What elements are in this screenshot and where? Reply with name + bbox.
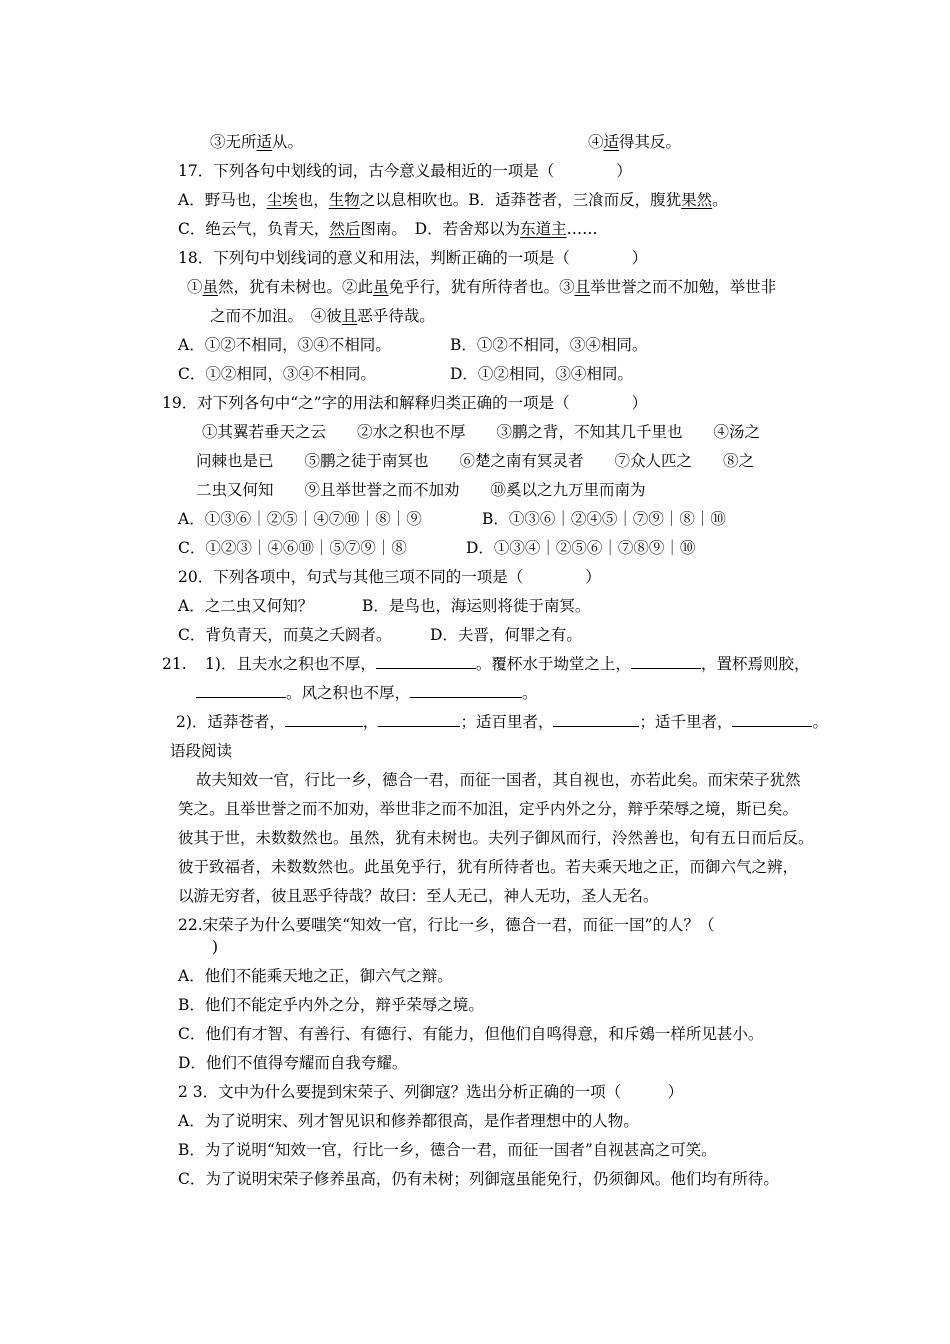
q21-number: 21. — [162, 655, 187, 673]
q16-opt4-underlined: 适 — [603, 133, 620, 151]
q21-prompt-2: 。覆杯水于坳堂之上， — [475, 655, 631, 673]
q21-prompt-1: 1)．且夫水之积也不厚， — [205, 655, 376, 673]
q21-line-1 — [205, 654, 809, 674]
q17-a-text-mid: 也， — [297, 191, 329, 209]
q21-line3-end: 。 — [812, 713, 828, 731]
q16-opt4-text-end: 得其反。 — [619, 133, 682, 151]
q17-d-underlined: 东道主 — [520, 220, 567, 238]
reading-paragraph-line-5: 以游无穷者，彼且恶乎待哉？故曰：至人无己，神人无功，圣人无名。 — [178, 887, 659, 905]
q21-prompt-5: 2)．适莽苍者， — [176, 713, 285, 731]
q23-option-b: B．为了说明“知效一官，行比一乡，德合一君，而征一国者”自视甚高之可笑。 — [178, 1141, 717, 1159]
q21-prompt-4: 。风之积也不厚， — [286, 684, 411, 702]
q19-option-a: A．①③⑥｜②⑤｜④⑦⑩｜⑧｜⑨ — [178, 510, 422, 528]
q21-line-3 — [176, 712, 828, 732]
q22-option-a: A．他们不能乘天地之正，御六气之辩。 — [178, 967, 453, 985]
q22-option-c: C．他们有才智、有善行、有德行、有能力，但他们自鸣得意，和斥鴳一样所见甚小。 — [178, 1025, 764, 1043]
q17-a-underlined-1: 尘埃 — [266, 191, 298, 209]
q20-stem: 20．下列各项中，句式与其他三项不同的一项是（ ） — [178, 568, 601, 586]
q17-d-end: …… — [566, 220, 598, 238]
q17-b-underlined: 果然 — [681, 191, 713, 209]
q23-stem: 2 3．文中为什么要提到宋荣子、列御寇？选出分析正确的一项（ ） — [178, 1083, 684, 1101]
q23-option-a: A．为了说明宋、列才智见识和修养都很高，是作者理想中的人物。 — [178, 1112, 639, 1130]
q19-stem: 19．对下列各句中“之”字的用法和解释归类正确的一项是（ ） — [162, 394, 648, 412]
q17-b-text: 之以息相吹也。B．适莽苍者，三飡而反，腹犹 — [359, 191, 682, 209]
q19-line-1: ①其翼若垂天之云 ②水之积也不厚 ③鹏之背，不知其几千里也 ④汤之 — [202, 423, 761, 441]
q21-prompt-6: ；适百里者， — [460, 713, 554, 731]
q16-option-3 — [210, 132, 303, 152]
q21-blank-4[interactable] — [410, 683, 522, 698]
q21-line2-end: 。 — [522, 684, 538, 702]
q18-sentences-line2 — [210, 306, 435, 326]
q21-blank-2[interactable] — [631, 654, 701, 669]
q21-blank-3[interactable] — [196, 683, 286, 698]
q18-option-c: C．①②相同，③④不相同。 — [178, 365, 376, 383]
q18-s4-text-end: 恶乎待哉。 — [357, 307, 435, 325]
reading-paragraph-line-1: 故夫知效一官，行比一乡，德合一君，而征一国者，其自视也，亦若此矣。而宋荣子犹然 — [196, 771, 801, 789]
q22-stem-close: ) — [212, 938, 219, 956]
q20-option-b: B．是鸟也，海运则将徙于南冥。 — [362, 597, 591, 615]
q18-option-a: A．①②不相同，③④不相同。 — [178, 336, 391, 354]
reading-paragraph-line-2: 笑之。且举世誉之而不加劝，举世非之而不加沮，定乎内外之分，辩乎荣辱之境，斯已矣。 — [178, 800, 799, 818]
q16-opt4-text: ④ — [588, 133, 604, 151]
q18-option-d: D．①②相同，③④相同。 — [450, 365, 633, 383]
q19-option-d: D．①③④｜②⑤⑥｜⑦⑧⑨｜⑩ — [466, 539, 696, 557]
q18-s3-underlined: 且 — [574, 278, 591, 296]
q20-option-c: C．背负青天，而莫之夭阏者。 — [178, 626, 392, 644]
q17-c-text: C．绝云气，负青天， — [178, 220, 330, 238]
q21-blank-8[interactable] — [732, 712, 812, 727]
q21-blank-5[interactable] — [285, 712, 363, 727]
q17-options-ab — [178, 190, 728, 210]
q19-option-b: B．①③⑥｜②④⑤｜⑦⑨｜⑧｜⑩ — [482, 510, 726, 528]
q20-option-d: D．夫晋，何罪之有。 — [430, 626, 582, 644]
q17-options-cd — [178, 219, 598, 239]
q17-c-d-text: 图南。 D．若舍郑以为 — [360, 220, 521, 238]
q16-option-4 — [588, 132, 681, 152]
q21-blank-1[interactable] — [376, 654, 476, 669]
reading-paragraph-line-4: 彼于致福者，未数数然也。此虽免乎行，犹有所待者也。若夫乘天地之正，而御六气之辨， — [178, 858, 799, 876]
q21-prompt-7: ；适千里者， — [639, 713, 733, 731]
q16-opt3-text-end: 从。 — [272, 133, 304, 151]
q21-comma: ， — [362, 713, 379, 731]
q17-b-end: 。 — [712, 191, 728, 209]
reading-title: 语段阅读 — [170, 742, 233, 760]
q18-s3-text: 免乎行，犹有所待者也。③ — [388, 278, 575, 296]
q16-opt3-underlined: 适 — [256, 133, 273, 151]
q17-a-text: A．野马也， — [178, 191, 267, 209]
q21-prompt-3: ，置杯焉则胶， — [700, 655, 810, 673]
q17-c-underlined: 然后 — [329, 220, 361, 238]
q16-opt3-text: ③无所 — [210, 133, 257, 151]
q23-option-c: C．为了说明宋荣子修养虽高，仍有未树；列御寇虽能免行，仍须御风。他们均有所待。 — [178, 1170, 779, 1188]
q19-line-2: 问棘也是已 ⑤鹏之徒于南冥也 ⑥楚之南有冥灵者 ⑦众人匹之 ⑧之 — [196, 452, 755, 470]
q18-s1-underlined-1: 虽 — [202, 278, 219, 296]
q19-option-c: C．①②③｜④⑥⑩｜⑤⑦⑨｜⑧ — [178, 539, 407, 557]
q22-option-b: B．他们不能定乎内外之分，辩乎荣辱之境。 — [178, 996, 484, 1014]
reading-paragraph-line-3: 彼其于世，未数数然也。虽然，犹有未树也。夫列子御风而行，泠然善也，旬有五日而后反。 — [178, 829, 814, 847]
q18-s2-underlined: 虽 — [373, 278, 389, 296]
q18-s3-text-end: 举世誉之而不加勉，举世非 — [590, 278, 777, 296]
q17-a-underlined-2: 生物 — [328, 191, 360, 209]
q18-s1-text: ① — [187, 278, 203, 296]
q18-option-b: B．①②不相同，③④相同。 — [450, 336, 648, 354]
q19-line-3: 二虫又何知 ⑨且举世誉之而不加劝 ⑩奚以之九万里而南为 — [196, 481, 646, 499]
q21-blank-6[interactable] — [378, 712, 460, 727]
q18-s4-underlined: 且 — [341, 307, 358, 325]
q22-option-d: D．他们不值得夸耀而自我夸耀。 — [178, 1054, 408, 1072]
q22-stem: 22.宋荣子为什么要嗤笑“知效一官，行比一乡，德合一君，而征一国”的人？（ — [178, 916, 715, 934]
q21-blank-7[interactable] — [553, 712, 639, 727]
q20-option-a: A．之二虫又何知？ — [178, 597, 314, 615]
q21-line-2 — [196, 683, 538, 703]
q18-s4-text: 之而不加沮。 ④彼 — [210, 307, 342, 325]
q18-sentences-line1 — [187, 277, 776, 297]
q18-s2-text: 然，犹有未树也。②此 — [218, 278, 374, 296]
q18-stem: 18．下列句中划线词的意义和用法，判断正确的一项是（ ） — [178, 249, 648, 267]
q17-stem: 17．下列各句中划线的词，古今意义最相近的一项是（ ） — [178, 162, 632, 180]
